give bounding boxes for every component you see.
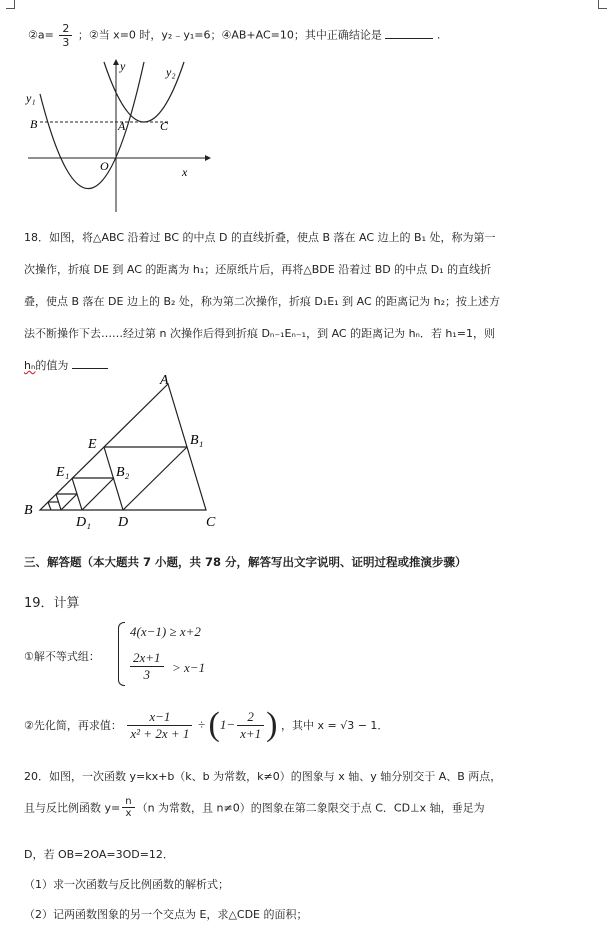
q18-line-5 (24, 357, 108, 373)
q18-last-text: 的值为 (35, 359, 69, 372)
label-E: E (88, 437, 97, 452)
label-x: x (182, 165, 188, 179)
q17-frac-num: 2 (59, 22, 72, 36)
segment-tiny-1 (48, 502, 51, 510)
section3-title: 三、解答题（本大题共 7 小题，共 78 分，解答写出文字说明、证明过程或推演步骤） (24, 555, 467, 569)
q19-expr-num: x−1 (127, 709, 192, 726)
q17-fraction (59, 22, 72, 49)
label-A2: A (160, 373, 169, 388)
q19-paren-text: 1− (219, 717, 236, 732)
q18-line-3: 叠，使点 B 落在 DE 边上的 B₂ 处，称为第二次操作，折痕 D₁E₁ 到 AC 的距离记为 h₂；按上述方 (24, 295, 501, 308)
parabola-figure (20, 56, 220, 216)
q18-answer-blank[interactable] (72, 358, 108, 369)
q17-frac-den: 3 (62, 36, 70, 49)
segment-d1b2 (82, 478, 114, 510)
q20-line-2 (24, 796, 485, 819)
q19-part2 (24, 708, 388, 742)
segment-db1 (123, 447, 187, 510)
q20-line-1: 20．如图，一次函数 y=kx+b（k、b 为常数，k≠0）的图象与 x 轴、y 轴分别交于 A、B 两点， (24, 770, 502, 783)
label-B: B (30, 117, 38, 131)
q17-text-b: ；②当 x=0 时，y₂﹣y₁=6；④AB+AC=10；其中正确结论是 (77, 28, 382, 42)
label-C: C (160, 119, 169, 133)
q17-text-a: ②a= (28, 28, 54, 42)
q18-line-2: 次操作，折痕 DE 到 AC 的距离为 h₁；还原纸片后，再将△BDE 沿着过 BD 的中点 D₁ 的直线折 (24, 263, 492, 276)
label-C-vertex: C (206, 515, 216, 530)
q19-ineq2-rest: > x−1 (172, 660, 206, 675)
crop-mark-top-left (6, 0, 15, 9)
q19-paren-right: ) (266, 706, 278, 743)
q19-ineq2-num: 2x+1 (130, 650, 164, 667)
label-E1: E₁ (56, 465, 70, 480)
q19-expr-tail: ，其中 x = √3 − 1． (280, 719, 389, 732)
q20-line2-b: （n 为常数，且 n≠0）的图象在第二象限交于点 C．CD⊥x 轴，垂足为 (136, 801, 485, 815)
q18-line-4: 法不断操作下去……经过第 n 次操作后得到折痕 Dₙ₋₁Eₙ₋₁，到 AC 的距离记为 hₙ．若 h₁=1，则 (24, 327, 496, 340)
label-y2: y₂ (166, 65, 176, 79)
label-D1: D₁ (76, 515, 91, 530)
q19-inner-den: x+1 (240, 725, 262, 741)
q19-inner-num: 2 (237, 709, 264, 726)
label-y1: y₁ (26, 91, 36, 105)
parabola-y1 (40, 62, 144, 189)
q17-answer-blank[interactable] (385, 28, 433, 39)
label-D: D (118, 515, 129, 530)
label-B-vertex: B (24, 503, 33, 518)
q18-line-1: 18．如图，将△ABC 沿着过 BC 的中点 D 的直线折叠，使点 B 落在 AC 边上的 B₁ 处，称为第一 (24, 231, 496, 244)
q20-part-2: （2）记两函数图象的另一个交点为 E，求△CDE 的面积； (24, 908, 308, 921)
q19-part2-label: ②先化简，再求值： (24, 719, 122, 732)
q17-answer-line (28, 22, 440, 49)
label-B1: B₁ (190, 433, 204, 448)
q20-part-1: （1）求一次函数与反比例函数的解析式； (24, 878, 229, 891)
q19-ineq2-frac (130, 650, 164, 683)
q19-ineq2-den: 3 (143, 667, 151, 682)
q20-line2-a: 且与反比例函数 y= (24, 801, 121, 815)
brace-icon (118, 622, 125, 686)
q20-line-3: D，若 OB=2OA=3OD=12． (24, 848, 174, 861)
label-B2: B₂ (116, 465, 130, 480)
q20-frac-den: x (125, 808, 132, 819)
q19-paren-left: ( (208, 706, 220, 743)
q19-ineq1: 4(x−1) ≥ x+2 (130, 624, 201, 639)
triangle-fold-figure (20, 372, 240, 532)
q19-inner-frac (237, 709, 264, 742)
segment-small-3 (61, 494, 77, 510)
label-O: O (100, 159, 109, 173)
q19-title: 19．计算 (24, 596, 80, 611)
label-y: y (120, 59, 126, 73)
q19-expr-frac (127, 709, 192, 742)
q17-text-end: . (436, 28, 441, 42)
q20-frac (122, 796, 134, 819)
label-A: A (118, 119, 126, 133)
q19-expr-div: ÷ (197, 717, 205, 732)
q19-expr-den: x² + 2x + 1 (130, 725, 190, 741)
q18-hn: hₙ (24, 359, 36, 372)
q19-part1-label: ①解不等式组： (24, 650, 100, 663)
q20-frac-num: n (122, 796, 134, 808)
crop-mark-top-right (598, 0, 607, 9)
